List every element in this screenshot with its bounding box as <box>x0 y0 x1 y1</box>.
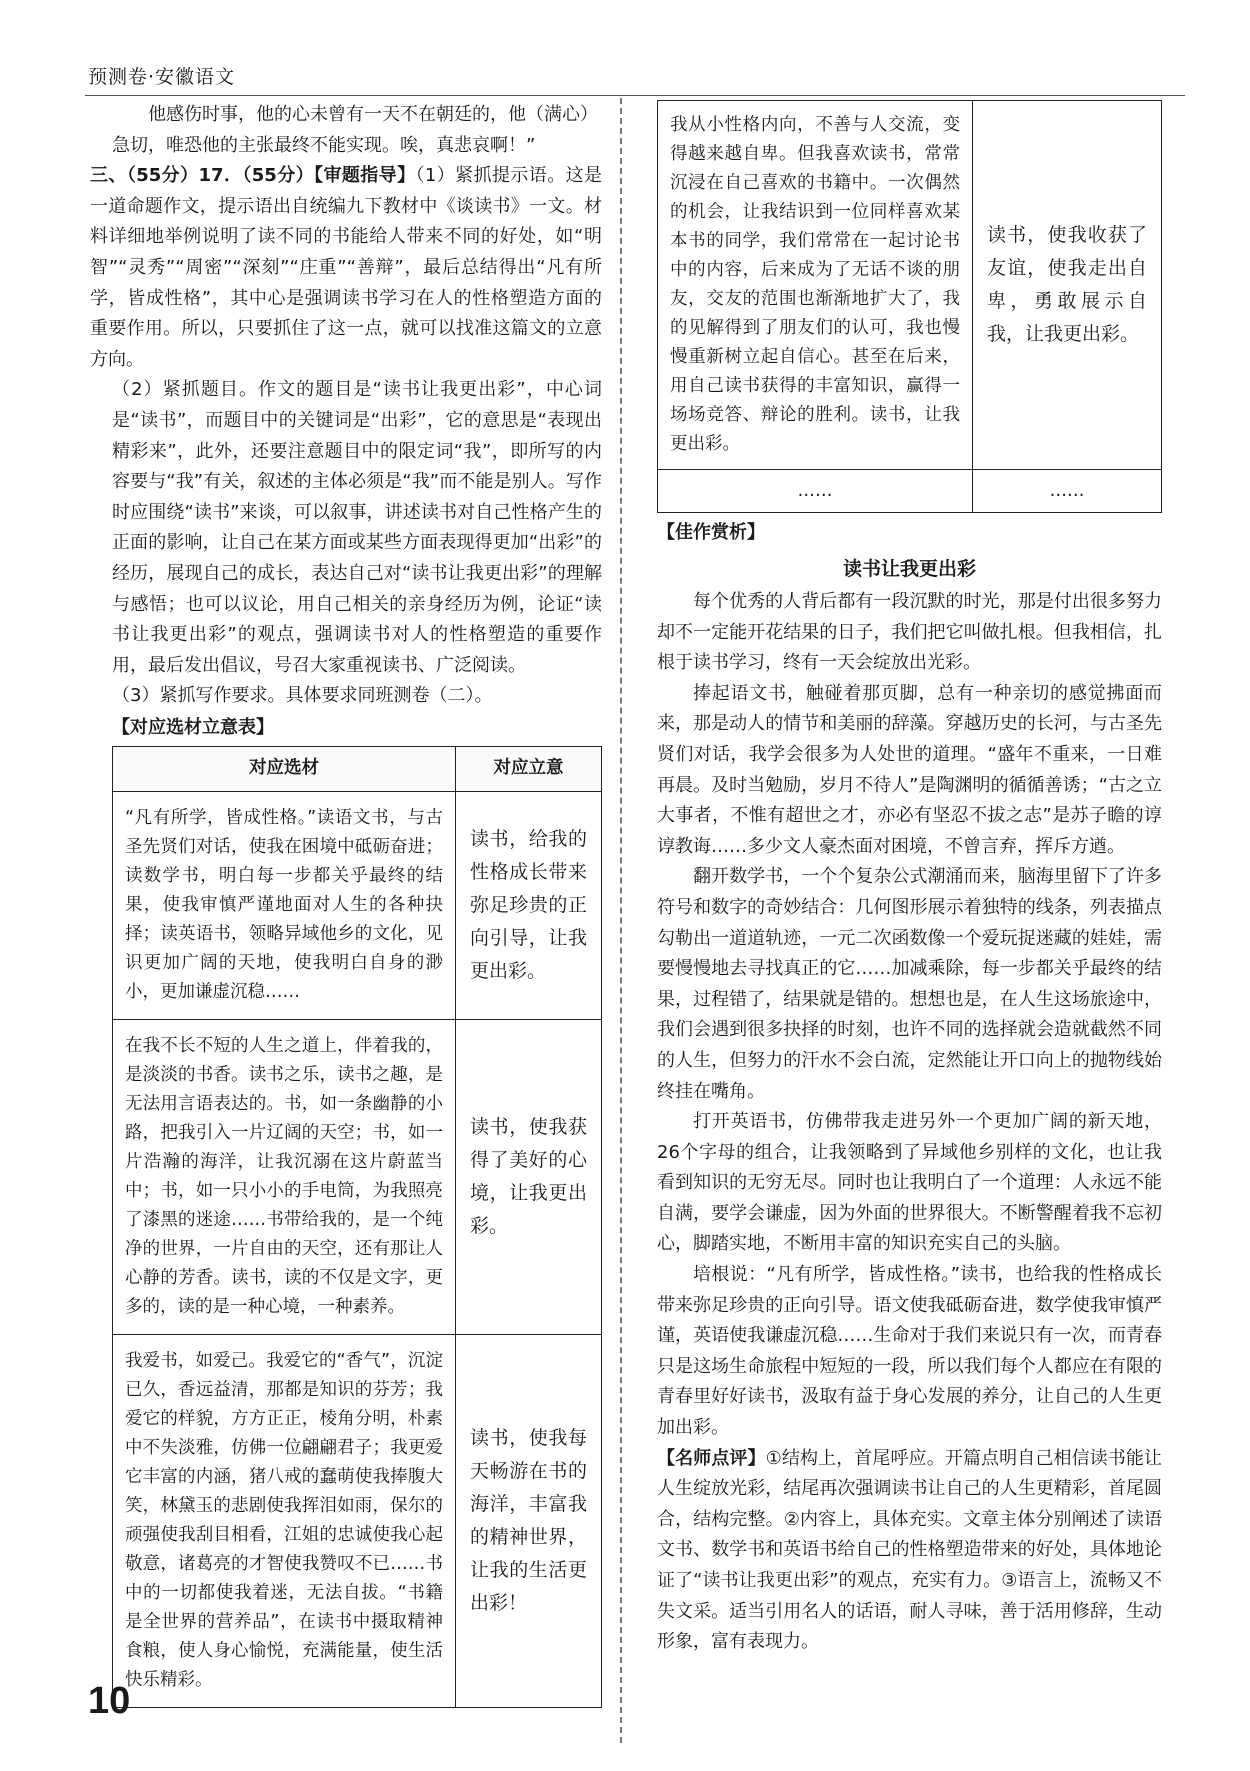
essay-paragraph: 每个优秀的人背后都有一段沉默的时光，那是付出很多努力却不一定能开花结果的日子，我们把它叫做扎根。但我相信，扎根于读书学习，终有一天会绽放出光彩。 <box>657 591 1162 674</box>
guide-point-3: （3）紧抓写作要求。具体要求同班测卷（二）。 <box>112 685 493 707</box>
header-rule <box>85 95 1185 96</box>
essay-paragraph: 捧起语文书，触碰着那页脚，总有一种亲切的感觉拂面而来，那是动人的情节和美丽的辞藻。穿越历史的长河，与古圣先贤们对话，我学会很多为人处世的道理。“盛年不重来，一日难再晨。及时当勉励，岁月不待人”是陶渊明的循循善诱；“古之立大事者，不惟有超世之才，亦必有坚忍不拔之志”是苏子瞻的谆谆教诲……多少文人豪杰面对困境，不曾言弃，挥斥方遒。 <box>657 682 1162 857</box>
guide-point-1 <box>90 161 602 375</box>
ellipsis-cell: …… <box>658 470 973 513</box>
essay-paragraph: 打开英语书，仿佛带我走进另外一个更加广阔的新天地，26个字母的组合，让我领略到了异域他乡别样的文化，也让我看到知识的无穷无尽。同时也让我明白了一个道理：人永远不能自满，要学会谦虚，因为外面的世界很大。不断警醒着我不忘初心，脚踏实地，不断用丰富的知识充实自己的头脑。 <box>657 1111 1162 1255</box>
essay-paragraph: 培根说：“凡有所学，皆成性格。”读书，也给我的性格成长带来弥足珍贵的正向引导。语文使我砥砺奋进，数学使我审慎严谨，英语使我谦虚沉稳……生命对于我们来说只有一次，而青春只是这场生命旅程中短短的一段，所以我们每个人都应在有限的青春里好好读书，汲取有益于身心发展的养分，让自己的人生更加出彩。 <box>657 1264 1162 1439</box>
page-header: 预测卷·安徽语文 <box>88 66 236 88</box>
table-title: 【对应选材立意表】 <box>112 716 274 738</box>
idea-cell: 读书，使我收获了友谊，使我走出自卑，勇敢展示自我，让我更出彩。 <box>973 101 1162 470</box>
idea-cell: 读书，使我每天畅游在书的海洋，丰富我的精神世界，让我的生活更出彩！ <box>456 1334 602 1707</box>
table-row <box>658 101 1162 470</box>
table-header-row <box>113 746 602 791</box>
comment-tag: 【名师点评】 <box>657 1447 766 1469</box>
section-number: 三、（55分）17．（55分） <box>90 165 315 187</box>
material-cell: 我从小性格内向，不善与人交流，变得越来越自卑。但我喜欢读书，常常沉浸在自己喜欢的书籍中。一次偶然的机会，让我结识到一位同样喜欢某本书的同学，我们常常在一起讨论书中的内容，后来成为了无话不谈的朋友，交友的范围也渐渐地扩大了，我的见解得到了朋友们的认可，我也慢慢重新树立起自信心。甚至在后来，用自己读书获得的丰富知识，赢得一场场竞答、辩论的胜利。读书，让我更出彩。 <box>658 101 973 470</box>
ellipsis-cell: …… <box>973 470 1162 513</box>
material-cell: 我爱书，如爱己。我爱它的“香气”，沉淀已久，香远益清，那都是知识的芬芳；我爱它的样貌，方方正正，棱角分明，朴素中不失淡雅，仿佛一位翩翩君子；我更爱它丰富的内涵，猪八戒的蠢萌使我捧腹大笑，林黛玉的悲剧使我挥泪如雨，保尔的顽强使我刮目相看，江姐的忠诚使我心起敬意，诸葛亮的才智使我赞叹不已……书中的一切都使我着迷，无法自拔。“书籍是全世界的营养品”，在读书中摄取精神食粮，使人身心愉悦，充满能量，使生活快乐精彩。 <box>113 1334 456 1707</box>
intro-line-2: 急切，唯恐他的主张最终不能实现。唉，真悲哀啊！” <box>112 134 536 156</box>
guide-point-2: （2）紧抓题目。作文的题目是“读书让我更出彩”，中心词是“读书”，而题目中的关键词是“出彩”，它的意思是“表现出精彩来”，此外，还要注意题目中的限定词“我”，即所写的内容要与“我”有关，叙述的主体必须是“我”而不能是别人。写作时应围绕“读书”来谈，可以叙事，讲述读书对自己性格产生的正面的影响，让自己在某方面或某些方面表现得更加“出彩”的经历，展现自己的成长，表达自己对“读书让我更出彩”的理解与感悟；也可以议论，用自己相关的亲身经历为例，论证“读书让我更出彩”的观点，强调读书对人的性格塑造的重要作用，最后发出倡议，号召大家重视读书、广泛阅读。 <box>112 379 602 676</box>
header-idea: 对应立意 <box>456 746 602 791</box>
idea-cell: 读书，给我的性格成长带来弥足珍贵的正向引导，让我更出彩。 <box>456 791 602 1019</box>
comment-text: ①结构上，首尾呼应。开篇点明自己相信读书能让人生绽放光彩，结尾再次强调读书让自己的人生更精彩，首尾圆合，结构完整。②内容上，具体充实。文章主体分别阐述了读语文书、数学书和英语书给自己的性格塑造带来的好处，具体地论证了“读书让我更出彩”的观点，充实有力。③语言上，流畅又不失文采。适当引用名人的话语，耐人寻味，善于活用修辞，生动形象，富有表现力。 <box>657 1447 1162 1653</box>
column-divider <box>620 98 622 1743</box>
table-row <box>113 1334 602 1707</box>
table-row <box>113 791 602 1019</box>
appreciation-tag: 【佳作赏析】 <box>657 522 765 543</box>
guide-text-1: （1）紧抓提示语。这是一道命题作文，提示语出自统编九下教材中《谈读书》一文。材料详细地举例说明了读不同的书能给人带来不同的好处，如“明智”“灵秀”“周密”“深刻”“庄重”“善辩”，最后总结得出“凡有所学，皆成性格”，其中心是强调读书学习在人的性格塑造方面的重要作用。所以，只要抓住了这一点，就可以找准这篇文的立意方向。 <box>90 165 603 370</box>
table-row <box>113 1019 602 1334</box>
table-row-ellipsis <box>658 470 1162 513</box>
right-column <box>657 100 1162 1658</box>
material-table <box>112 746 602 1708</box>
material-table-continued <box>657 100 1162 513</box>
teacher-comment <box>657 1444 1162 1658</box>
essay-title: 读书让我更出彩 <box>842 558 976 580</box>
intro-line-1: 他感伤时事，他的心未曾有一天不在朝廷的，他（满心） <box>148 104 598 125</box>
guide-tag: 【审题指导】 <box>314 165 416 187</box>
header-material: 对应选材 <box>113 746 456 791</box>
material-cell: “凡有所学，皆成性格。”读语文书，与古圣先贤们对话，使我在困境中砥砺奋进；读数学书，明白每一步都关乎最终的结果，使我审慎严谨地面对人生的各种抉择；读英语书，领略异域他乡的文化，见识更加广阔的天地，使我明白自身的渺小，更加谦虚沉稳…… <box>113 791 456 1019</box>
material-cell: 在我不长不短的人生之道上，伴着我的，是淡淡的书香。读书之乐，读书之趣，是无法用言语表达的。书，如一条幽静的小路，把我引入一片辽阔的天空；书，如一片浩瀚的海洋，让我沉溺在这片蔚蓝当中；书，如一只小小的手电筒，为我照亮了漆黑的迷途……书带给我的，是一个纯净的世界，一片自由的天空，还有那让人心静的芳香。读书，读的不仅是文字，更多的，读的是一种心境，一种素养。 <box>113 1019 456 1334</box>
page-number: 10 <box>88 1680 131 1722</box>
idea-cell: 读书，使我获得了美好的心境，让我更出彩。 <box>456 1019 602 1334</box>
essay-paragraph: 翻开数学书，一个个复杂公式潮涌而来，脑海里留下了许多符号和数字的奇妙结合：几何图形展示着独特的线条，列表描点勾勒出一道道轨迹，一元二次函数像一个爱玩捉迷藏的娃娃，需要慢慢地去寻找真正的它……加减乘除，每一步都关乎最终的结果，过程错了，结果就是错的。想想也是，在人生这场旅途中，我们会遇到很多抉择的时刻，也许不同的选择就会造就截然不同的人生，但努力的汗水不会白流，定然能让开口向上的抛物线始终挂在嘴角。 <box>657 866 1162 1102</box>
